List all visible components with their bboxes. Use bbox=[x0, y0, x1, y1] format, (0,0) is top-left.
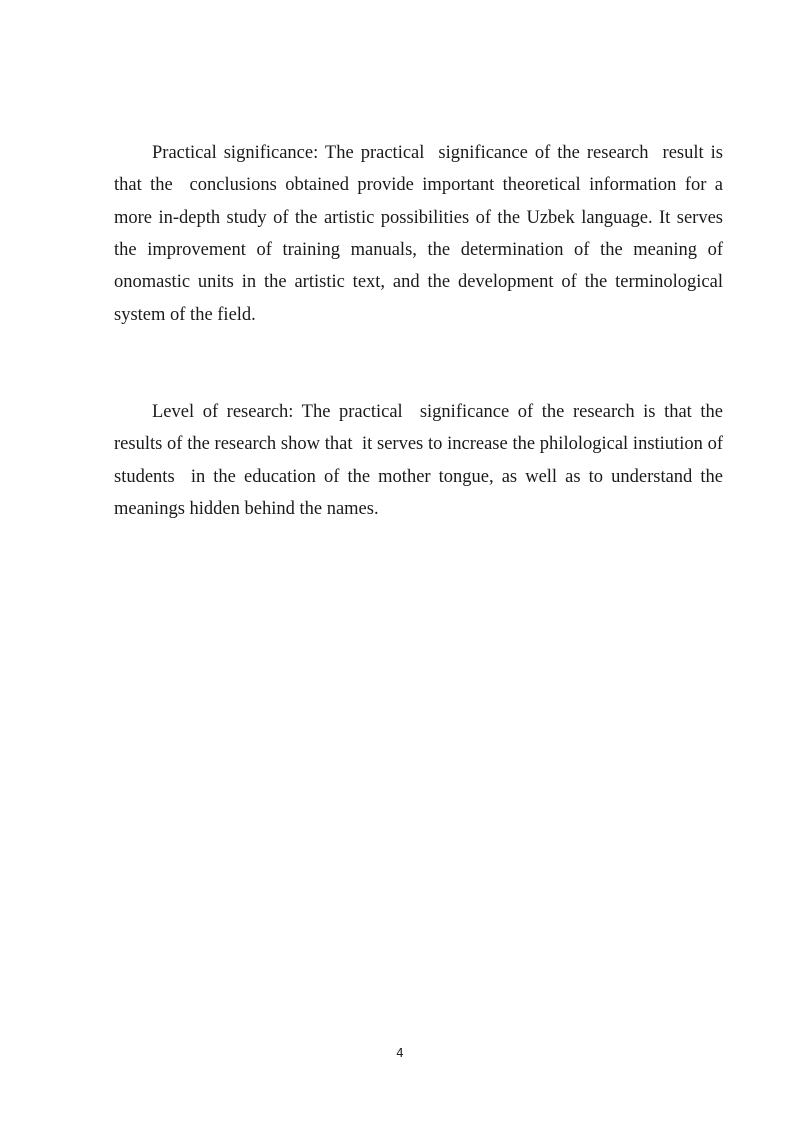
paragraph-level-of-research: Level of research: The practical significance of the research is that the results of the research show that it serves to increase the philological instiution of students in the education of the mother tongue, as well as to understand the meanings hidden behind the names. bbox=[114, 402, 728, 520]
paragraph-practical-significance: Practical significance: The practical significance of the research result is that the conclusions obtained provide important theoretical information for a more in-depth study of the artistic possibilities of the Uzbek language. It serves the improvement of training manuals, the determination of the meaning of onomastic units in the artistic text, and the development of the terminological system of the field. bbox=[114, 142, 728, 325]
page-number: 4 bbox=[396, 1046, 404, 1060]
body-text bbox=[114, 72, 728, 591]
